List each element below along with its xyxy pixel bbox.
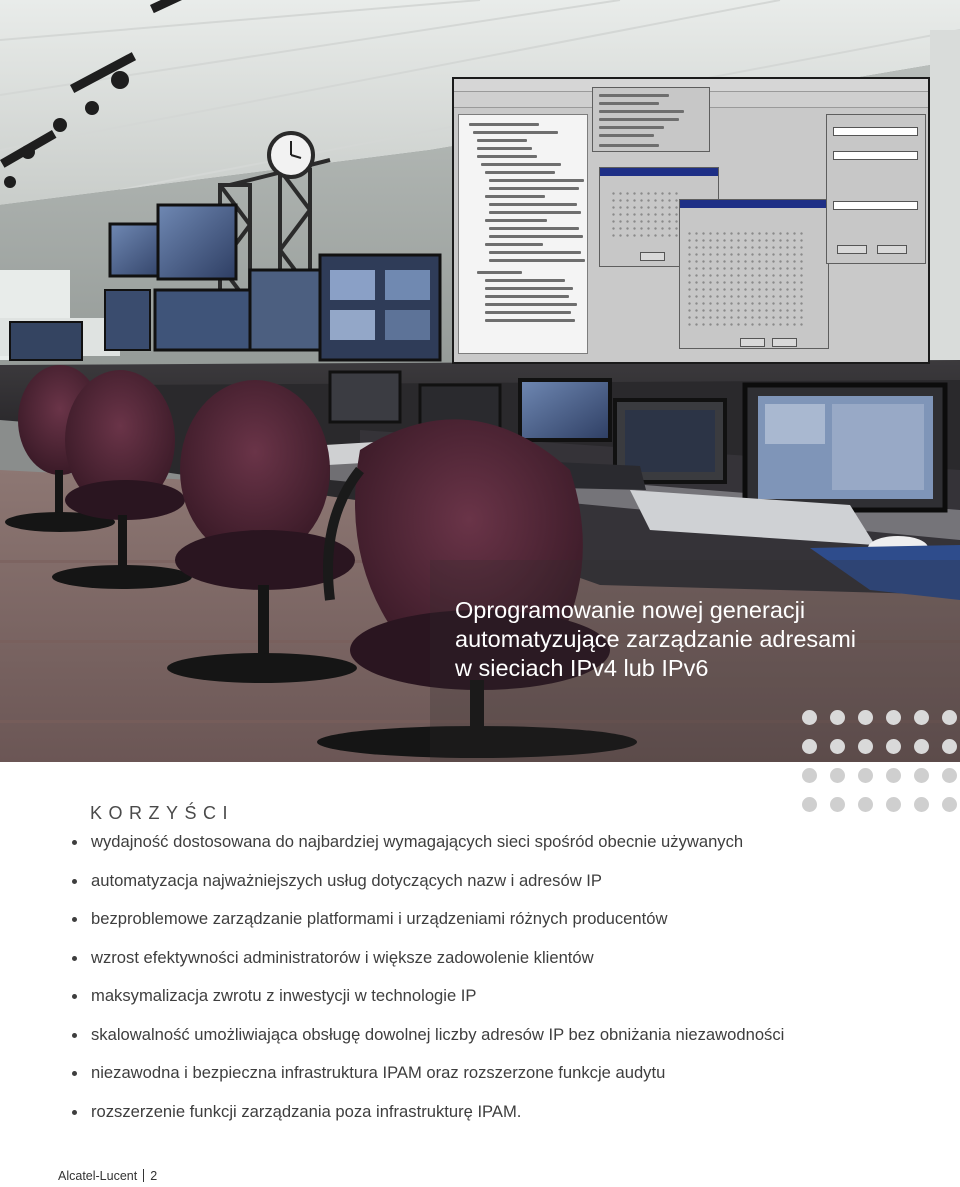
page-footer [58, 1169, 157, 1183]
headline-line-2: automatyzujące zarządzanie adresami [455, 626, 857, 652]
list-item [68, 944, 948, 983]
dot-icon [830, 768, 845, 783]
hero-headline [455, 596, 955, 683]
list-item [68, 867, 948, 906]
dot-icon [802, 768, 817, 783]
screenshot-dropdown-menu [592, 87, 710, 152]
bullet-icon [72, 1033, 77, 1038]
dot-icon [942, 797, 957, 812]
benefit-text: maksymalizacja zwrotu z inwestycji w technologie IP [91, 986, 477, 1005]
list-item [68, 1059, 948, 1098]
dot-icon [914, 710, 929, 725]
bullet-icon [72, 1071, 77, 1076]
headline-line-3: w sieciach IPv4 lub IPv6 [455, 655, 709, 681]
screenshot-address-dialog [679, 199, 829, 349]
list-item [68, 1021, 948, 1060]
bullet-icon [72, 1110, 77, 1115]
screenshot-tree-pane [458, 114, 588, 354]
dot-icon [802, 739, 817, 754]
dot-icon [858, 768, 873, 783]
dot-icon [942, 768, 957, 783]
bullet-icon [72, 879, 77, 884]
benefit-text: automatyzacja najważniejszych usług dotyczących nazw i adresów IP [91, 870, 602, 890]
dot-icon [830, 739, 845, 754]
bullet-icon [72, 840, 77, 845]
dot-icon [830, 710, 845, 725]
screenshot-search-panel [826, 114, 926, 264]
bullet-icon [72, 917, 77, 922]
list-item [68, 905, 948, 944]
dot-icon [886, 739, 901, 754]
benefit-text: rozszerzenie funkcji zarządzania poza infrastrukturę IPAM. [91, 1101, 522, 1121]
headline-line-1: Oprogramowanie nowej generacji [455, 597, 806, 623]
dot-icon [914, 797, 929, 812]
dot-icon [858, 739, 873, 754]
dot-icon [802, 710, 817, 725]
dot-icon [858, 797, 873, 812]
dot-icon [914, 768, 929, 783]
benefit-text: bezproblemowe zarządzanie platformami i urządzeniami różnych producentów [91, 909, 668, 928]
dot-icon [830, 797, 845, 812]
benefit-text: wzrost efektywności administratorów i większe zadowolenie klientów [91, 947, 594, 967]
benefit-text: niezawodna i bezpieczna infrastruktura IPAM oraz rozszerzone funkcje audytu [91, 1063, 666, 1082]
list-item [68, 828, 948, 867]
list-item [68, 982, 948, 1021]
footer-divider [143, 1169, 144, 1182]
dot-icon [942, 710, 957, 725]
benefit-text: skalowalność umożliwiająca obsługę dowolnej liczby adresów IP bez obniżania niezawodności [91, 1024, 785, 1044]
dot-icon [858, 710, 873, 725]
list-item [68, 1098, 948, 1137]
dot-icon [886, 797, 901, 812]
bullet-icon [72, 956, 77, 961]
footer-brand: Alcatel-Lucent [58, 1169, 138, 1183]
dot-icon [914, 739, 929, 754]
dot-icon [942, 739, 957, 754]
benefits-list [68, 828, 948, 1136]
benefit-text: wydajność dostosowana do najbardziej wymagających sieci spośród obecnie używanych [91, 832, 744, 851]
decorative-dot-grid [802, 710, 960, 814]
dot-icon [886, 710, 901, 725]
dot-icon [886, 768, 901, 783]
benefits-title: KORZYŚCI [90, 803, 235, 823]
dot-icon [802, 797, 817, 812]
bullet-icon [72, 994, 77, 999]
ipam-software-screenshot [452, 77, 930, 364]
page-number: 2 [150, 1169, 158, 1183]
